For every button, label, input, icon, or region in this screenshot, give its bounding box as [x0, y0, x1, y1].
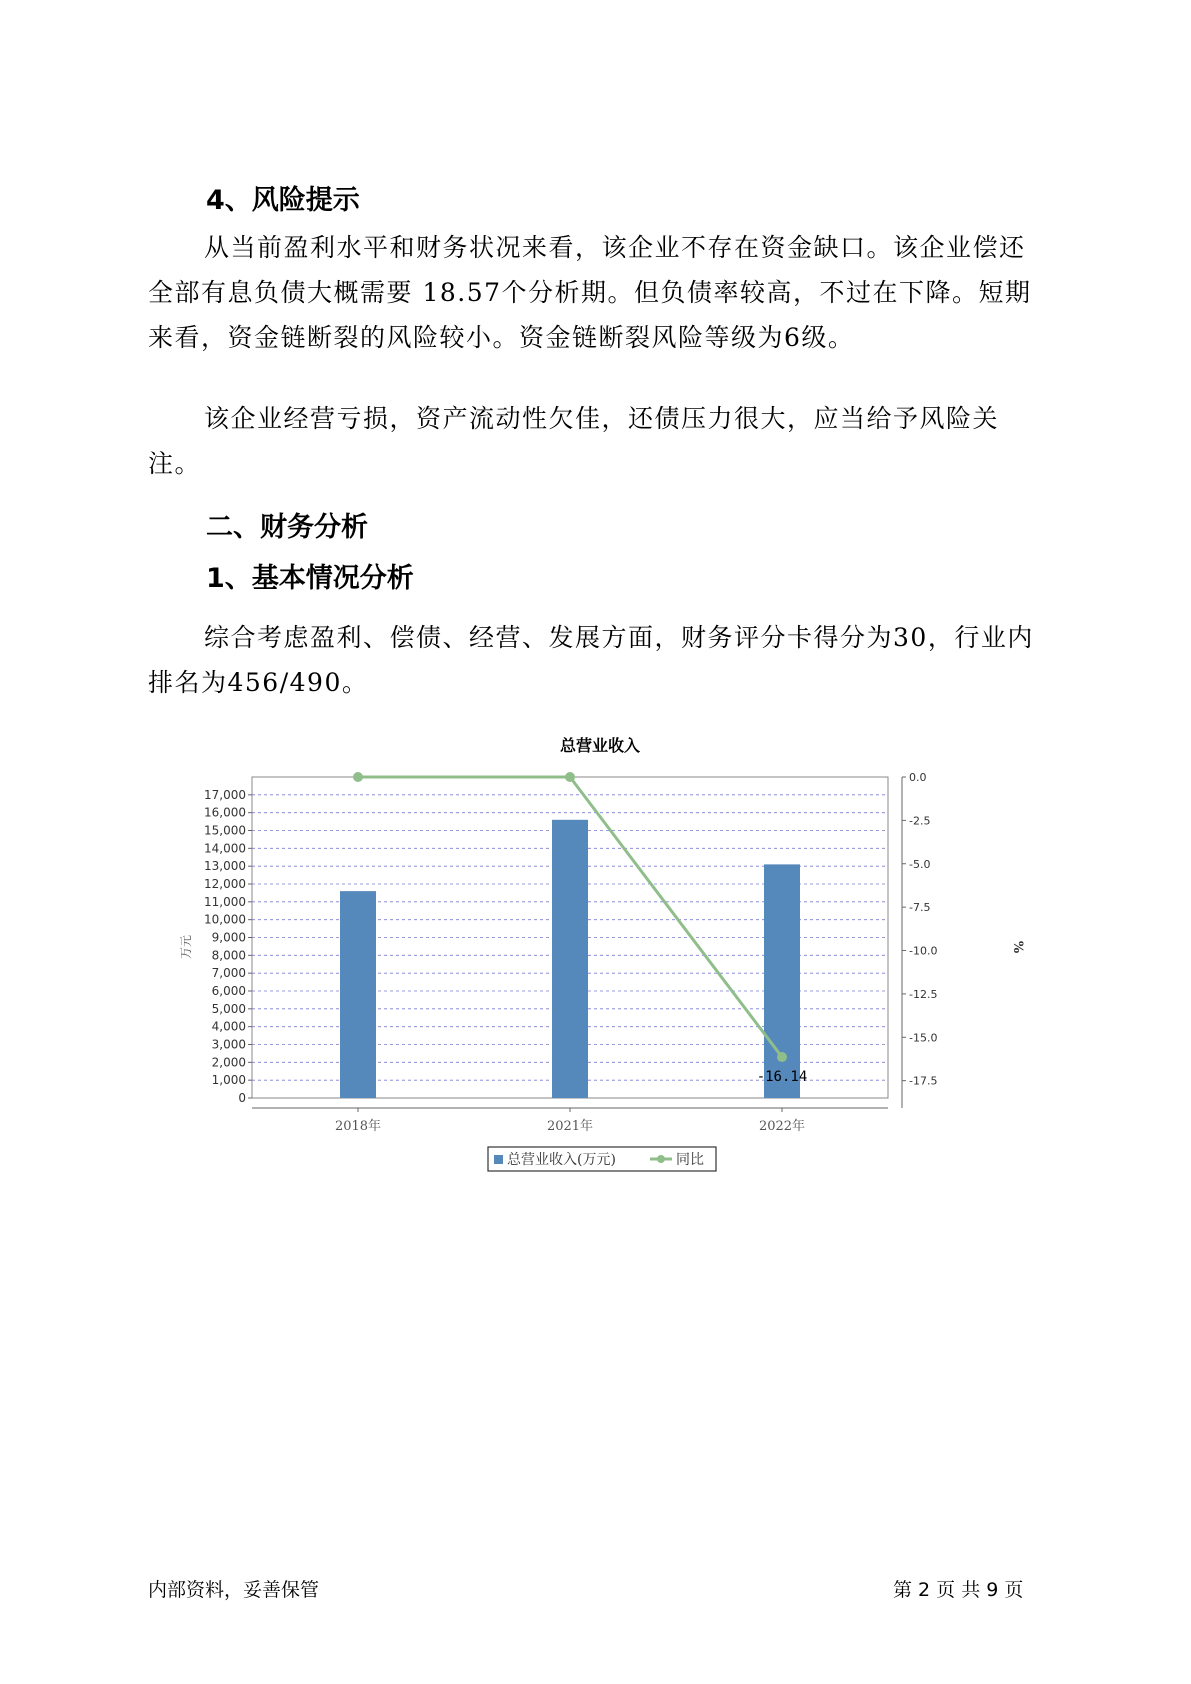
left-tick-label: 10,000: [204, 912, 246, 927]
left-tick-label: 8,000: [211, 948, 246, 963]
left-tick-label: 9,000: [211, 930, 246, 945]
yoy-point-2018年: [353, 772, 363, 782]
yoy-point-2021年: [565, 772, 575, 782]
right-tick-label: -5.0: [909, 857, 931, 871]
bar-2018年: [340, 891, 376, 1098]
x-tick-label: 2021年: [546, 1119, 594, 1134]
chart-title: 总营业收入: [559, 736, 641, 755]
legend-bar-label: 总营业收入(万元): [507, 1152, 616, 1168]
left-tick-label: 3,000: [211, 1037, 246, 1052]
risk-paragraph-1: 从当前盈利水平和财务状况来看，该企业不存在资金缺口。该企业偿还全部有息负债大概需要 18.57个分析期。但负债率较高，不过在下降。短期来看，资金链断裂的风险较小。资金链断裂风险等级为6级。: [148, 233, 1032, 352]
left-tick-label: 5,000: [211, 1001, 246, 1016]
x-tick-label: 2022年: [758, 1119, 806, 1134]
right-tick-label: -12.5: [909, 987, 938, 1001]
right-tick-label: -7.5: [909, 901, 931, 915]
left-tick-label: 0: [238, 1091, 246, 1105]
legend-bar-swatch: [494, 1155, 503, 1164]
left-axis-label: 万元: [179, 934, 193, 960]
left-tick-label: 2,000: [211, 1055, 246, 1070]
basic-analysis-paragraph: 综合考虑盈利、偿债、经营、发展方面，财务评分卡得分为30，行业内排名为456/490。: [148, 623, 1034, 697]
left-tick-label: 14,000: [204, 841, 246, 856]
risk-paragraph-2: 该企业经营亏损，资产流动性欠佳，还债压力很大，应当给予风险关注。: [148, 404, 1000, 478]
section-4-heading: 4、风险提示: [206, 185, 360, 216]
left-tick-label: 6,000: [211, 984, 246, 998]
legend-line-marker: [657, 1155, 665, 1163]
left-tick-label: 16,000: [204, 805, 246, 820]
section-2-heading: 二、财务分析: [206, 512, 368, 543]
x-tick-label: 2018年: [334, 1119, 382, 1134]
left-tick-label: 15,000: [204, 823, 246, 838]
bar-2021年: [552, 820, 588, 1098]
yoy-point-2022年: [777, 1052, 787, 1062]
legend-line-label: 同比: [676, 1152, 704, 1168]
yoy-data-label: -16.14: [756, 1069, 808, 1086]
right-tick-label: -2.5: [909, 814, 931, 828]
right-tick-label: -10.0: [909, 944, 938, 958]
basic-analysis-heading: 1、基本情况分析: [206, 563, 414, 594]
left-tick-label: 4,000: [211, 1019, 246, 1034]
footer-confidential: 内部资料，妥善保管: [148, 1579, 320, 1601]
left-tick-label: 13,000: [204, 859, 246, 874]
left-tick-label: 1,000: [211, 1073, 246, 1088]
bar-2022年: [764, 864, 800, 1098]
footer-page-number: 第 2 页 共 9 页: [893, 1579, 1024, 1601]
right-axis-label: %: [1010, 940, 1025, 954]
right-tick-label: -15.0: [909, 1031, 938, 1045]
left-tick-label: 11,000: [204, 894, 246, 909]
revenue-chart: [170, 725, 1030, 1185]
chart-legend: [488, 1147, 716, 1171]
left-tick-label: 17,000: [204, 787, 246, 802]
right-tick-label: -17.5: [909, 1074, 938, 1088]
left-tick-label: 12,000: [204, 877, 246, 891]
left-tick-label: 7,000: [211, 966, 246, 981]
right-tick-label: 0.0: [909, 771, 927, 784]
